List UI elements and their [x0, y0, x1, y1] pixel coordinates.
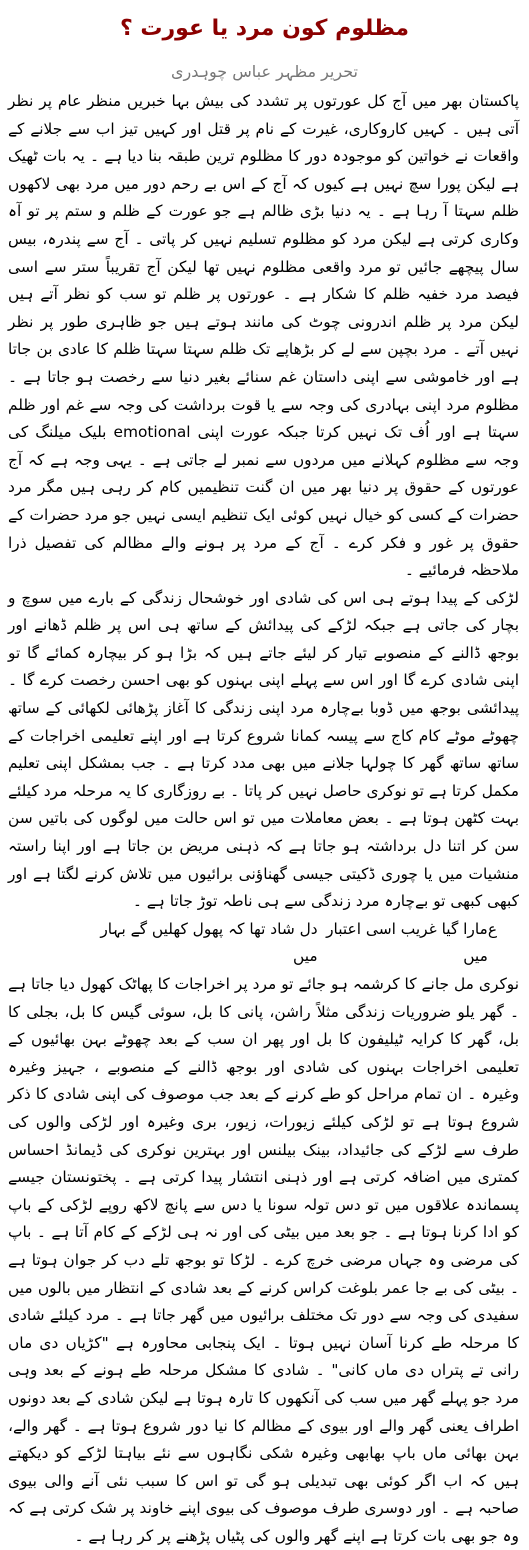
couplet-second-line: دل شاد تھا کہ پھول کھلیں گے بہار میں	[100, 919, 318, 966]
paragraph-intro: پاکستان بھر میں آج کل عورتوں پر تشدد کی بیش بہا خبریں منظر عام پر نظر آتی ہیں ۔ کہیں کاروکاری، غیرت کے نام پر قتل اور کہیں تیز اب سے جلانے کے واقعات نے خواتین کو موجودہ دور کا مظلوم ترین طبقہ بنا دیا ہے ۔ یہ بات ٹھیک ہے لیکن پورا سچ نہیں ہے کیوں کہ آج کے اس بے رحم دور میں مرد بھی لاکھوں ظلم سہتا آ رہا ہے ۔ یہ دنیا بڑی ظالم ہے جو عورت کے ظلم و ستم پر تو آہ وکاری کرتی ہے لیکن مرد کو مظلوم تسلیم نہیں کر پاتی ۔ آج سے پندرہ، بیس سال پیچھے جائیں تو مرد واقعی مظلوم نہیں تھا لیکن آج تقریباً ستر سے اسی فیصد مرد خفیہ ظلم کا شکار ہے ۔ عورتوں پر ظلم تو سب کو نظر آتے ہیں لیکن مرد پر ظلم اندرونی چوٹ کی مانند ہوتے ہیں جو ظاہری طور پر نظر نہیں آتے ۔ مرد بچپن سے لے کر بڑھاپے تک ظلم سہتا سہتا ظلم کا عادی بن جاتا ہے اور خاموشی سے اپنی داستان غم سنائے بغیر دنیا سے رخصت ہو جاتا ہے ۔ مظلوم مرد اپنی بہادری کی وجہ سے یا قوت برداشت کی وجہ سے غم اور ظلم سہتا ہے اور اُف تک نہیں کرتا جبکہ عورت اپنی emotional بلیک میلنگ کی وجہ سے مظلوم کہلانے میں مردوں سے نمبر لے جاتی ہے ۔ یہی وجہ ہے کہ آج عورتوں کے حقوق پر دنیا بھر میں ان گنت تنظیمیں کام کر رہی ہیں مگر مرد حضرات کے کسی کو خیال نہیں کوئی ایک تنظیم ایسی نہیں جو مرد حضرات کے حقوق پر غور و فکر کرے ۔ آج کے مرد پر ہونے والے مظالم کی تفصیل ذرا ملاحظہ فرمائیے ۔	[8, 92, 519, 580]
article-body	[8, 88, 519, 1550]
author-byline: تحریر مظہر عباس چوہدری	[170, 62, 358, 81]
couplet-first-line: مارا گیا غریب اسی اعتبار میں	[326, 919, 488, 966]
article-title: مظلوم کون مرد یا عورت ؟	[119, 16, 410, 41]
couplet-marker: ع	[487, 919, 497, 938]
paragraph-marriage: نوکری مل جانے کا کرشمہ ہو جائے تو مرد پر اخراجات کا پھاٹک کھول دیا جاتا ہے ۔ گھر یلو ضروریات زندگی مثلاً راشن، پانی کا بل، سوئی گیس کا بل، بجلی کا بل، گھر کا کرایہ ٹیلیفون کا بل اور پھر ان سب کے بعد چھوٹے بہن بھائیوں کے تعلیمی اخراجات بہنوں کی شادی اور بوجھ ڈالنے کے منصوبے ، جہیز وغیرہ وغیرہ ۔ ان تمام مراحل کو طے کرنے کے بعد جب موصوف کی اپنی شادی کا ذکر شروع ہوتا ہے تو لڑکی کیلئے زیورات، زیور، بری وغیرہ اور لڑکی والوں کی طرف سے لڑکے کی جائیداد، بینک بیلنس اور بہترین نوکری کی ڈیمانڈ احساس کمتری میں اضافہ کرتی ہے اور ذہنی انتشار پیدا کرتی ہے ۔ پختونستان جیسے پسماندہ علاقوں میں تو دس تولہ سونا یا دس سے پانچ لاکھ روپے لڑکی کے باپ کو ادا کرنا ہوتا ہے ۔ جو بعد میں بیٹی کی اور نہ ہی لڑکے کے کام آتا ہے ۔ باپ کی مرضی وہ جہاں مرضی خرچ کرے ۔ لڑکا تو بوجھ تلے دب کر جوان ہوتا ہے ۔ بیٹی کی بے جا عمر بلوغت کراس کرنے کے بعد شادی کے انتظار میں بالوں میں سفیدی کی وجہ سے دور تک مختلف برائیوں میں گھر جاتا ہے ۔ مرد کیلئے شادی کا مرحلہ طے کرنا آسان نہیں ہوتا ۔ ایک پنجابی محاورہ ہے "کڑیاں دی ماں رانی تے پتراں دی ماں کانی" ۔ شادی کا مشکل مرحلہ طے ہونے کے بعد وہی مرد جو پہلے گھر میں سب کی آنکھوں کا تارہ ہوتا ہے لیکن شادی کے بعد دونوں اطراف یعنی گھر والے اور بیوی کے مظالم کا نیا دور شروع ہوتا ہے ۔ گھر والے، بہن بھائی ماں باپ بھابھی وغیرہ شکی نگاہوں سے نئے بیاہتا لڑکے کو دیکھتے ہیں کہ اب اگر کوئی بھی تبدیلی ہو گی تو اس کا سبب نئی آنے والی بیوی صاحبہ ہے ۔ اور دوسری طرف موصوف کی بیوی اپنے خاوند پر شک کرتی ہے کہ وہ جو بھی بات کرتا ہے اپنے گھر والوں کی پٹیاں پڑھنے پر کر رہا ہے ۔	[8, 975, 519, 1545]
paragraph-childhood: لڑکی کے پیدا ہوتے ہی اس کی شادی اور خوشحال زندگی کے بارے میں سوچ و بچار کی جاتی ہے جبکہ لڑکے کی پیدائش کے ساتھ ہی اس پر ظلم ڈھانے اور بوجھ ڈالنے کے منصوبے تیار کر لیئے جاتے ہیں کہ بڑا ہو کر بیچارہ کمائے گا تو اپنی شادی کرے گا اور اس سے پہلے اپنی بہنوں کو بھی احسن رخصت کرے گا ۔ پیدائشی بوجھ میں ڈوبا بےچارہ مرد اپنی زندگی کا آغاز پڑھائی لکھائی کے ساتھ چھوٹے موٹے کام کاج سے پیسہ کمانا شروع کرتا ہے اور اپنے تعلیمی اخراجات کے ساتھ ساتھ گھر کا چولہا جلانے میں بھی مدد کرتا ہے ۔ جب بمشکل اپنی تعلیم مکمل کرتا ہے تو نوکری حاصل نہیں کر پاتا ۔ بے روزگاری کا یہ مرحلہ مرد کیلئے بہت کٹھن ہوتا ہے ۔ بعض معاملات میں تو اس حالت میں لوگوں کی باتیں سن سن کر اتنا دل برداشتہ ہو جاتا ہے کہ ذہنی مریض بن جاتا ہے اور اپنا راستہ منشیات میں یا چوری ڈکیتی جیسی گھناؤنی برائیوں میں تلاش کرنے لگتا ہے اور کبھی کبھی تو بےچارہ مرد زندگی سے ہی ناطہ توڑ جاتا ہے ۔	[8, 588, 519, 911]
poetry-couplet	[8, 916, 519, 971]
